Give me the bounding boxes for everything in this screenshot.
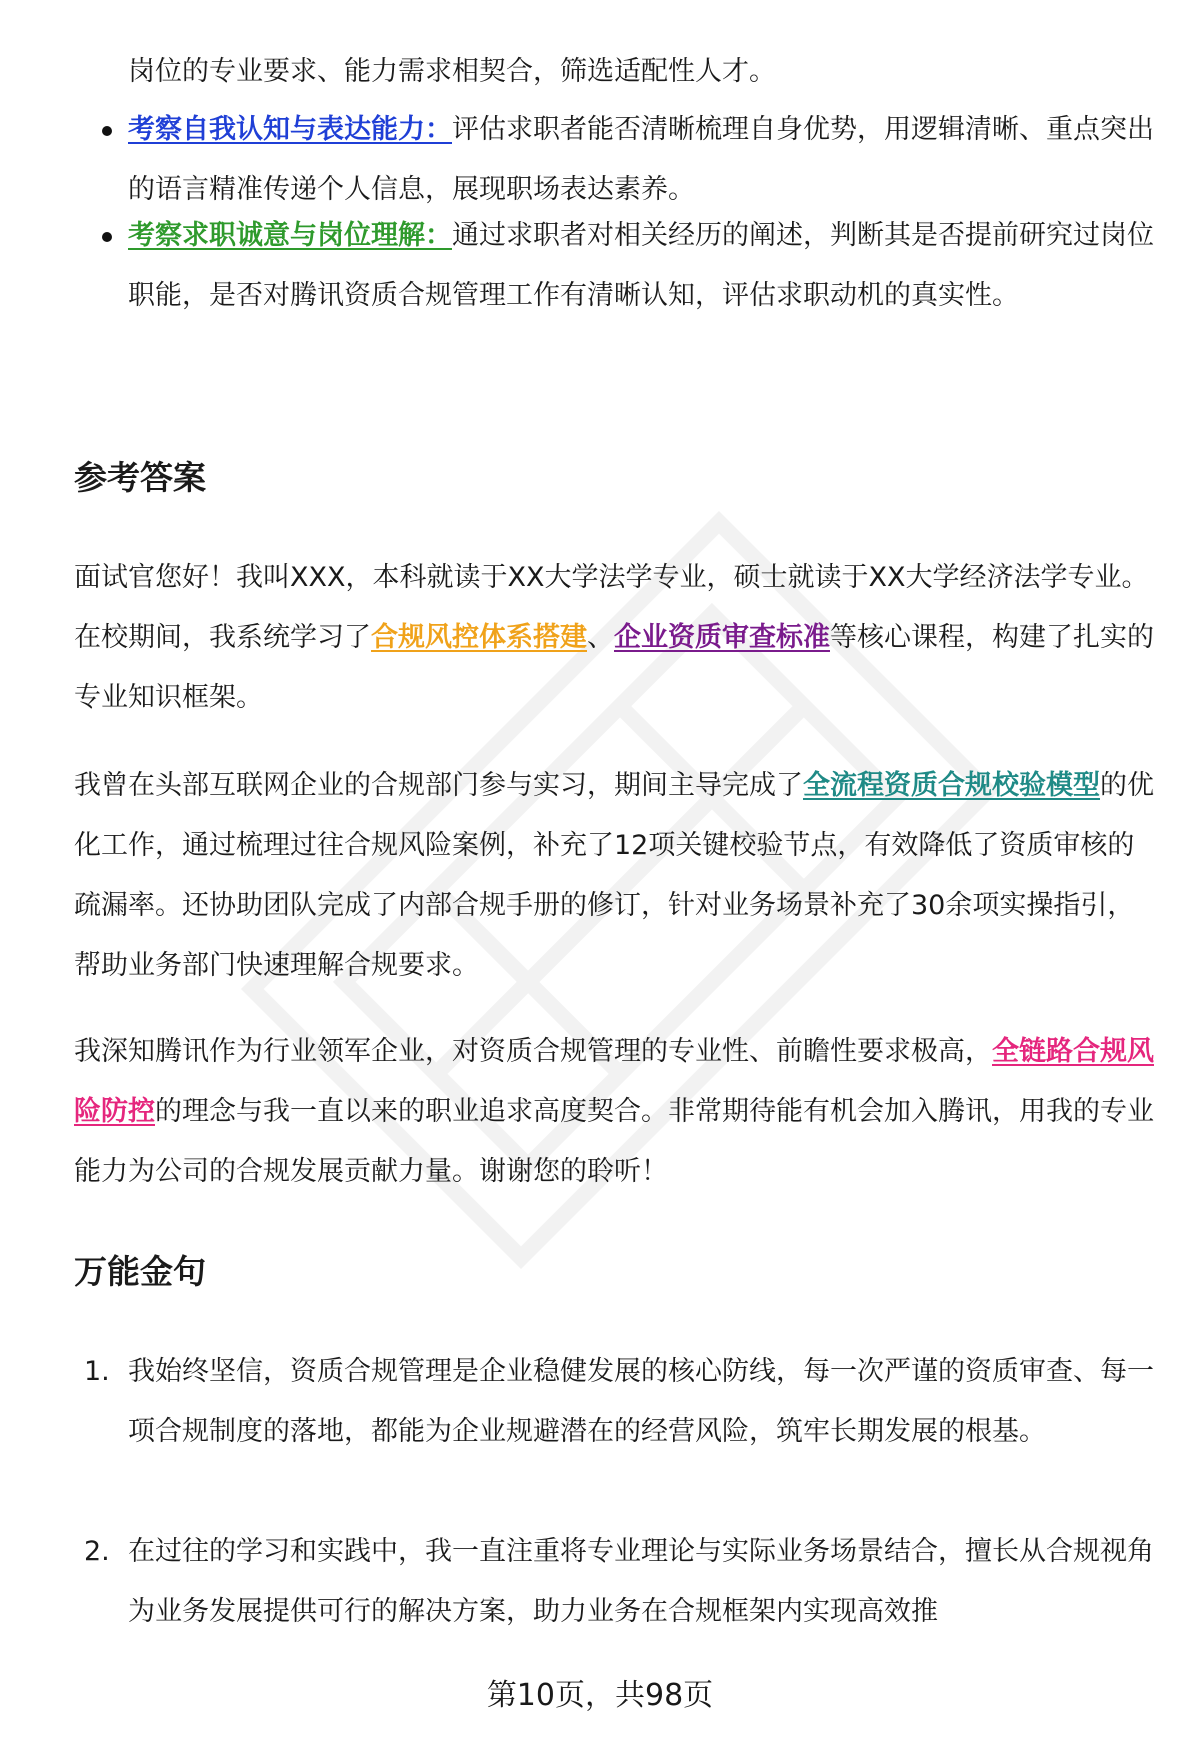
paragraph-text: 面试官您好！我叫XXX，本科就读于XX大学法学专业，硕士就读于XX大学经济法学专业。在校期间，我系统学习了: [74, 562, 1149, 653]
paragraph-text: 、: [587, 622, 614, 653]
item-number: 1.: [84, 1356, 110, 1387]
item-text: 我始终坚信，资质合规管理是企业稳健发展的核心防线，每一次严谨的资质审查、每一项合规制度的落地，都能为企业规避潜在的经营风险，筑牢长期发展的根基。: [128, 1356, 1154, 1447]
bullet-label: 考察自我认知与表达能力：: [128, 114, 452, 145]
numbered-item: [74, 1522, 1154, 1642]
page-number-footer: 第10页，共98页: [486, 1678, 714, 1713]
intro-tail-text: 岗位的专业要求、能力需求相契合，筛选适配性人才。: [128, 56, 776, 87]
bullet-label: 考察求职诚意与岗位理解：: [128, 220, 452, 251]
highlight-keyword: 全流程资质合规校验模型: [803, 770, 1100, 801]
item-number: 2.: [84, 1536, 110, 1567]
paragraph-text: 的优化工作，通过梳理过往合规风险案例，补充了12项关键校验节点，有效降低了资质审核的疏漏率。还协助团队完成了内部合规手册的修订，针对业务场景补充了30余项实操指引，帮助业务部门快速理解合规要求。: [74, 770, 1154, 981]
bullet-text: 通过求职者对相关经历的阐述，判断其是否提前研究过岗位职能，是否对腾讯资质合规管理工作有清晰认知，评估求职动机的真实性。: [128, 220, 1154, 311]
bullet-text: 评估求职者能否清晰梳理自身优势，用逻辑清晰、重点突出的语言精准传递个人信息，展现职场表达素养。: [128, 114, 1154, 205]
bullet-item-self-awareness: [74, 100, 1154, 220]
section-heading-golden-sentences: 万能金句: [74, 1252, 206, 1291]
highlight-keyword: 全链路合规风险防控: [74, 1036, 1154, 1127]
answer-paragraph-1: [74, 548, 1154, 728]
bullet-dot-icon: [102, 232, 112, 242]
paragraph-text: 的理念与我一直以来的职业追求高度契合。非常期待能有机会加入腾讯，用我的专业能力为公司的合规发展贡献力量。谢谢您的聆听！: [74, 1096, 1154, 1187]
paragraph-text: 我深知腾讯作为行业领军企业，对资质合规管理的专业性、前瞻性要求极高，: [74, 1036, 992, 1067]
numbered-item: [74, 1342, 1154, 1462]
answer-paragraph-2: [74, 756, 1154, 996]
highlight-keyword: 合规风控体系搭建: [371, 622, 587, 653]
bullet-dot-icon: [102, 126, 112, 136]
paragraph-text: 等核心课程，构建了扎实的专业知识框架。: [74, 622, 1154, 713]
answer-paragraph-3: [74, 1022, 1154, 1202]
paragraph-text: 我曾在头部互联网企业的合规部门参与实习，期间主导完成了: [74, 770, 803, 801]
section-heading-reference-answer: 参考答案: [74, 458, 206, 497]
bullet-item-job-sincerity: [74, 206, 1154, 326]
highlight-keyword: 企业资质审查标准: [614, 622, 830, 653]
item-text: 在过往的学习和实践中，我一直注重将专业理论与实际业务场景结合，擅长从合规视角为业务发展提供可行的解决方案，助力业务在合规框架内实现高效推: [128, 1536, 1154, 1627]
